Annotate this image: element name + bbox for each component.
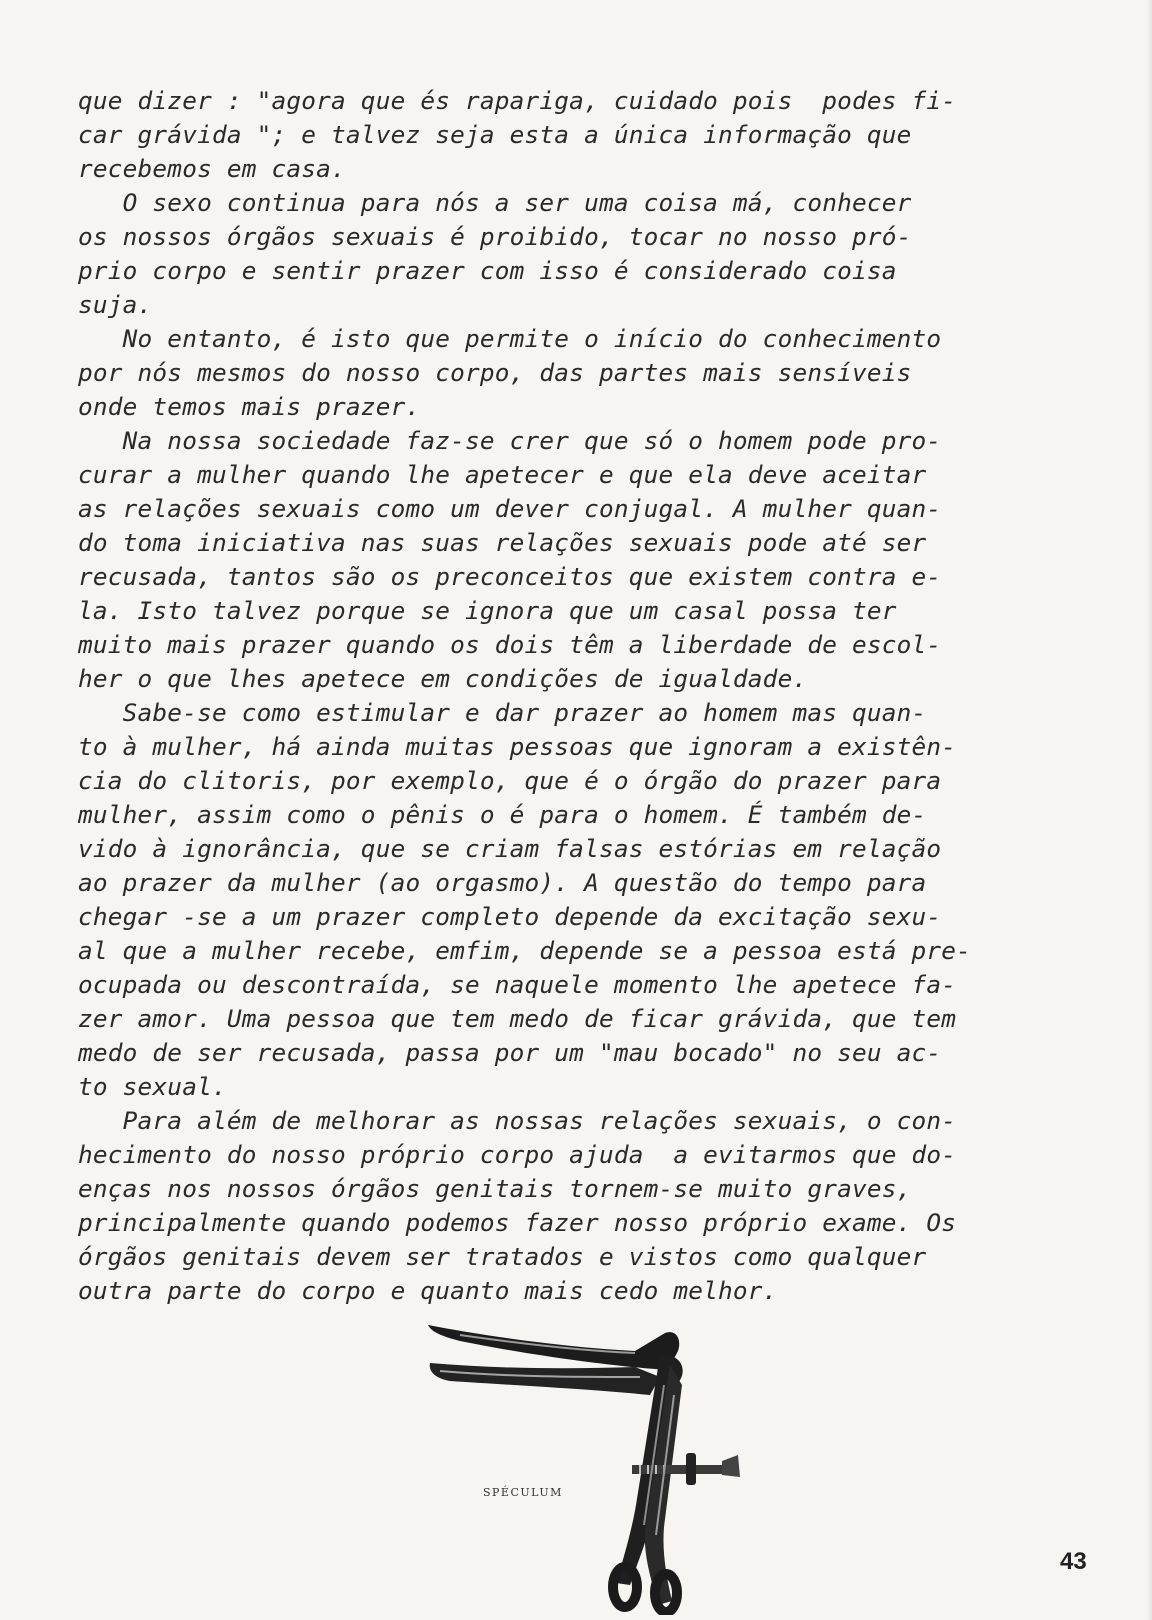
- text-line: recebemos em casa.: [78, 154, 346, 183]
- page-number: 43: [1060, 1548, 1087, 1575]
- page-edge-shadow: [1146, 0, 1152, 1620]
- text-line: do toma iniciativa nas suas relações sexuais pode até ser: [78, 528, 927, 557]
- text-line: vido à ignorância, que se criam falsas estórias em relação: [78, 834, 942, 863]
- text-line: órgãos genitais devem ser tratados e vistos como qualquer: [78, 1242, 927, 1271]
- text-line: muito mais prazer quando os dois têm a liberdade de escol-: [78, 630, 942, 659]
- text-line: recusada, tantos são os preconceitos que existem contra e-: [78, 562, 942, 591]
- text-line: onde temos mais prazer.: [78, 392, 421, 421]
- text-line: as relações sexuais como um dever conjugal. A mulher quan-: [78, 494, 942, 523]
- text-line: car grávida "; e talvez seja esta a única informação que: [78, 120, 912, 149]
- illustration-caption: SPÉCULUM: [483, 1486, 563, 1499]
- text-line: Sabe-se como estimular e dar prazer ao homem mas quan-: [78, 698, 927, 727]
- text-line: hecimento do nosso próprio corpo ajuda a evitarmos que do-: [78, 1140, 957, 1169]
- text-line: por nós mesmos do nosso corpo, das partes mais sensíveis: [78, 358, 912, 387]
- text-line: medo de ser recusada, passa por um "mau bocado" no seu ac-: [78, 1038, 942, 1067]
- text-line: No entanto, é isto que permite o início do conhecimento: [78, 324, 942, 353]
- text-line: mulher, assim como o pênis o é para o homem. É também de-: [78, 800, 927, 829]
- text-line: la. Isto talvez porque se ignora que um casal possa ter: [78, 596, 897, 625]
- text-line: cia do clitoris, por exemplo, que é o órgão do prazer para: [78, 766, 942, 795]
- text-line: to à mulher, há ainda muitas pessoas que ignoram a existên-: [78, 732, 957, 761]
- body-text: [78, 84, 1078, 1308]
- text-line: ao prazer da mulher (ao orgasmo). A questão do tempo para: [78, 868, 927, 897]
- speculum-illustration: [420, 1325, 820, 1615]
- text-line: curar a mulher quando lhe apetecer e que ela deve aceitar: [78, 460, 927, 489]
- text-line: Para além de melhorar as nossas relações sexuais, o con-: [78, 1106, 957, 1135]
- text-line: prio corpo e sentir prazer com isso é considerado coisa: [78, 256, 897, 285]
- text-line: enças nos nossos órgãos genitais tornem-se muito graves,: [78, 1174, 912, 1203]
- text-line: outra parte do corpo e quanto mais cedo melhor.: [78, 1276, 778, 1305]
- text-line: suja.: [78, 290, 153, 319]
- text-line: O sexo continua para nós a ser uma coisa má, conhecer: [78, 188, 912, 217]
- text-line: al que a mulher recebe, emfim, depende se a pessoa está pre-: [78, 936, 972, 965]
- text-line: que dizer : "agora que és rapariga, cuidado pois podes fi-: [78, 86, 957, 115]
- text-line: chegar -se a um prazer completo depende da excitação sexu-: [78, 902, 942, 931]
- text-line: Na nossa sociedade faz-se crer que só o homem pode pro-: [78, 426, 942, 455]
- text-line: os nossos órgãos sexuais é proibido, tocar no nosso pró-: [78, 222, 912, 251]
- text-line: to sexual.: [78, 1072, 227, 1101]
- text-line: zer amor. Uma pessoa que tem medo de ficar grávida, que tem: [78, 1004, 957, 1033]
- text-line: principalmente quando podemos fazer nosso próprio exame. Os: [78, 1208, 957, 1237]
- text-line: ocupada ou descontraída, se naquele momento lhe apetece fa-: [78, 970, 957, 999]
- text-line: her o que lhes apetece em condições de igualdade.: [78, 664, 808, 693]
